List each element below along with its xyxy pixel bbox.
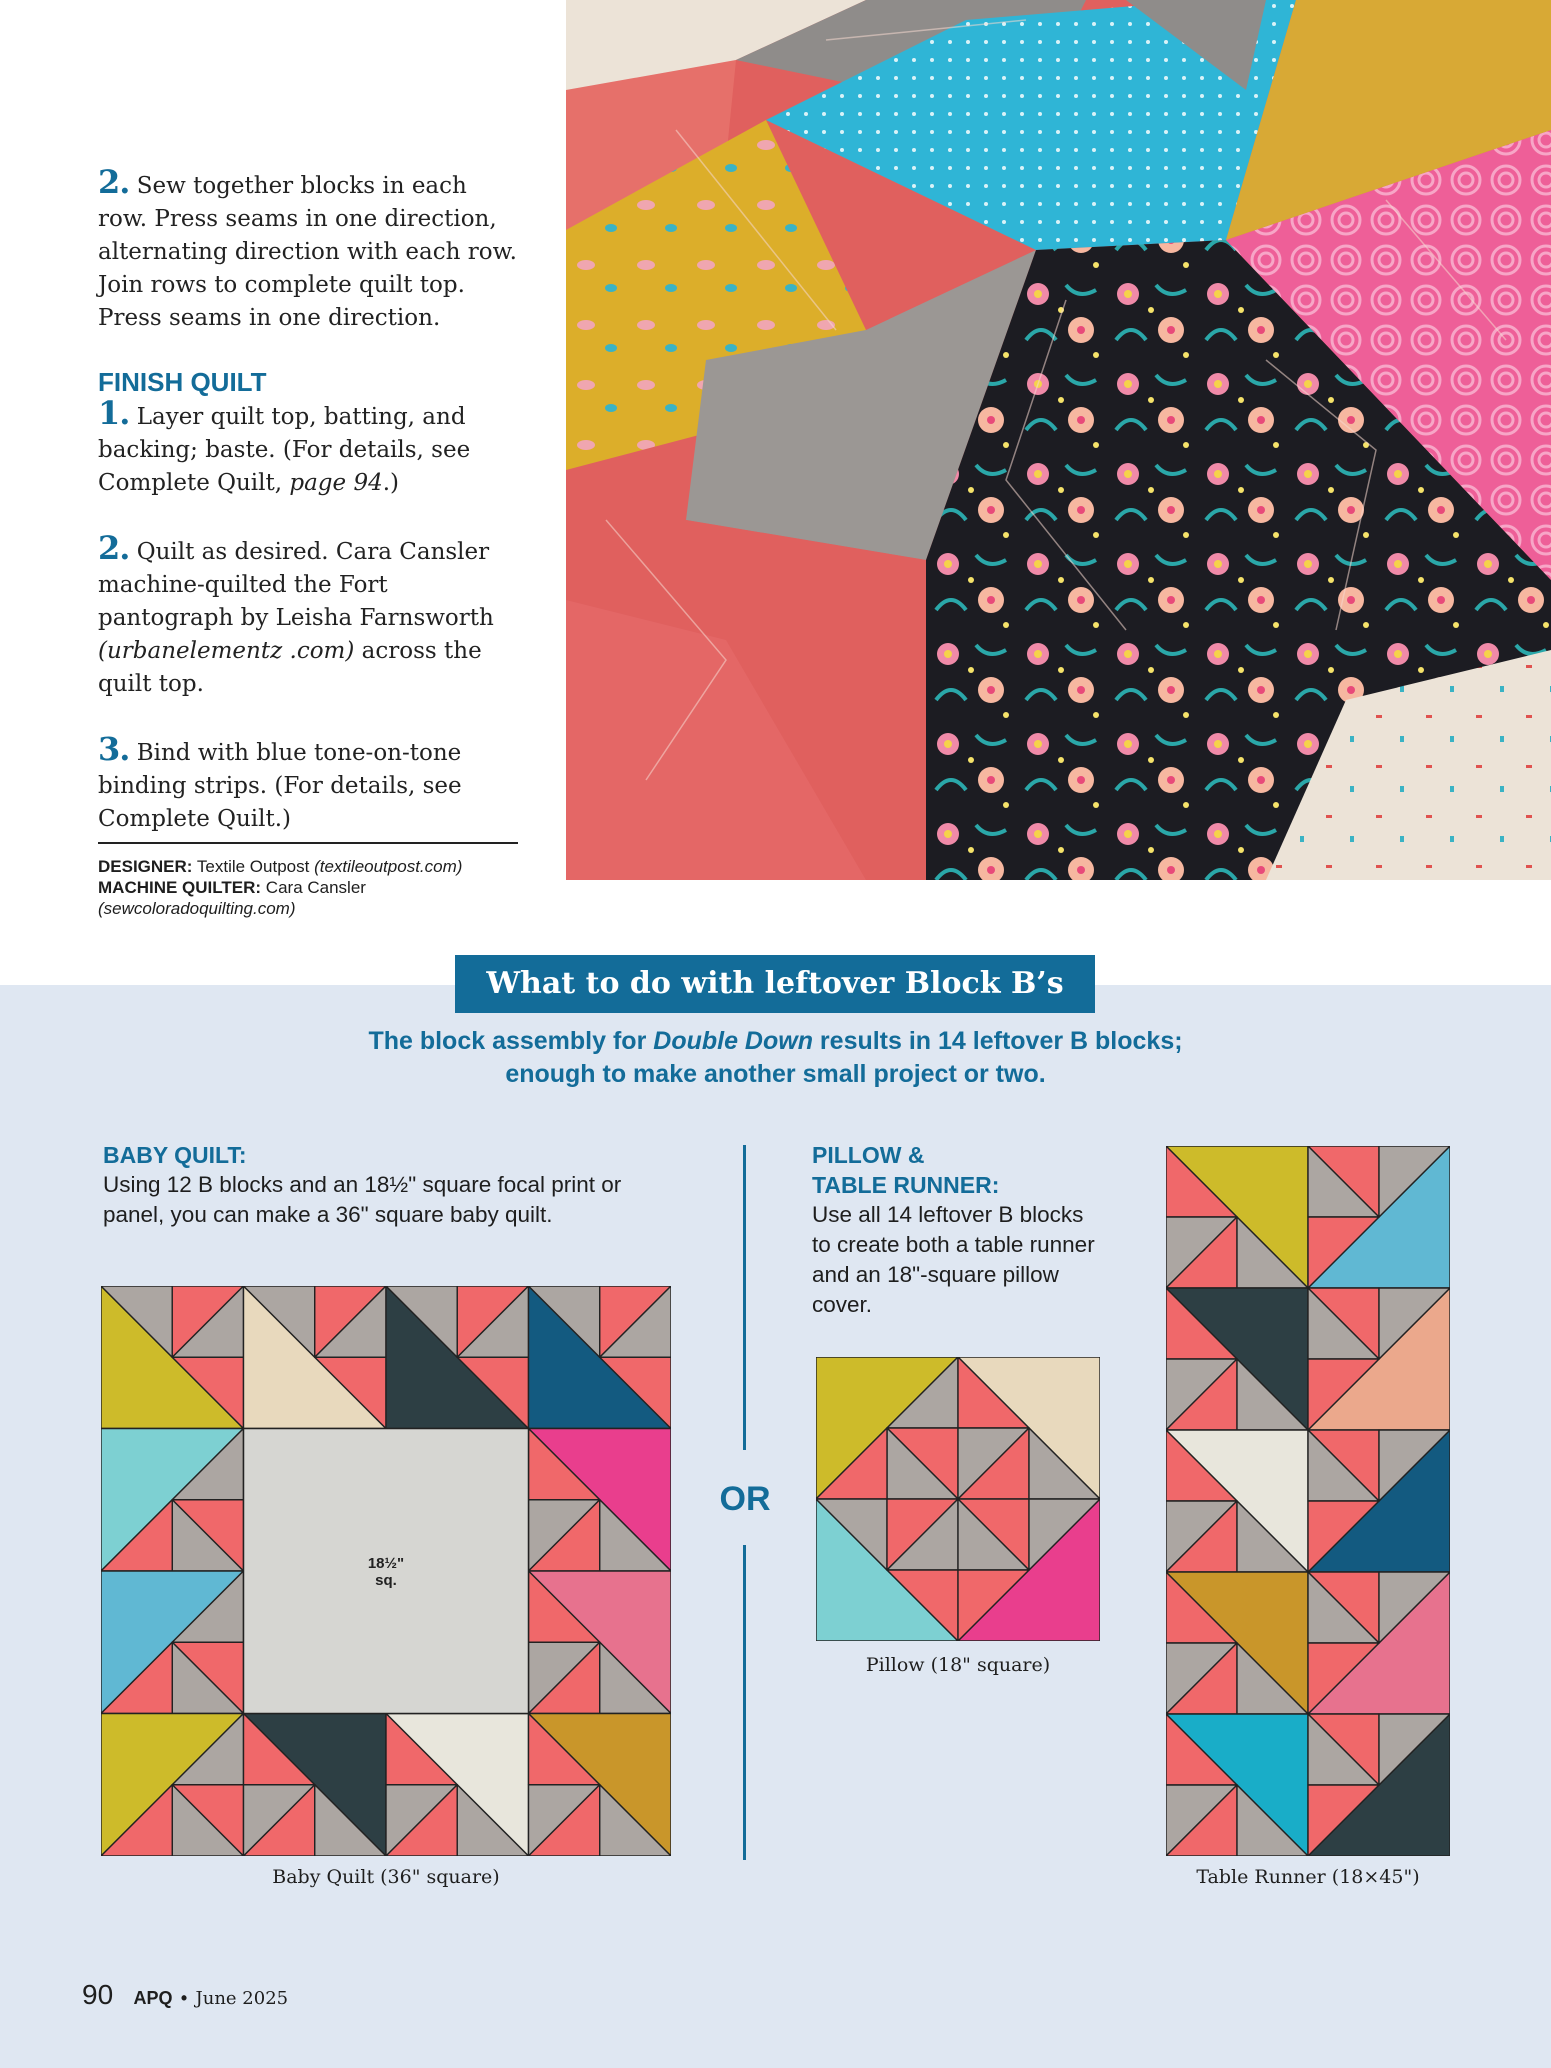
panel-subtitle: The block assembly for Double Down results in 14 leftover B blocks; enough to make another small project or two. bbox=[368, 1027, 1183, 1088]
step-number: 2. bbox=[98, 163, 130, 201]
divider-lower bbox=[743, 1545, 746, 1860]
step-text: Bind with blue tone-on-tone binding strips. (For details, see Complete Quilt.) bbox=[98, 740, 462, 832]
step-2-sew-rows bbox=[98, 163, 518, 335]
baby-quilt-diagram bbox=[101, 1286, 671, 1856]
baby-quilt-text: Using 12 B blocks and an 18½" square focal print or panel, you can make a 36" square baby quilt. bbox=[103, 1172, 622, 1227]
quilter-credit: MACHINE QUILTER: Cara Cansler bbox=[98, 878, 366, 897]
panel-banner: What to do with leftover Block B’s bbox=[455, 955, 1095, 1013]
step-text-end: across the quilt top. bbox=[98, 638, 482, 697]
website-reference: (urbanelementz .com) bbox=[98, 638, 355, 664]
baby-quilt-description bbox=[103, 1140, 703, 1230]
instructions-column bbox=[98, 163, 518, 919]
step-text: Quilt as desired. Cara Cansler machine-quilted the Fort pantograph by Leisha Farnsworth bbox=[98, 539, 494, 631]
focal-panel-label: sq. bbox=[375, 1572, 397, 1589]
finish-quilt-heading: FINISH QUILT bbox=[98, 367, 267, 397]
step-text: Sew together blocks in each row. Press seams in one direction, alternating direction with each row. Join rows to complete quilt top. Press seams in one direction. bbox=[98, 173, 517, 331]
focal-panel-size: 18½" bbox=[367, 1555, 405, 1572]
step-text: Layer quilt top, batting, and backing; baste. (For details, see Complete Quilt, bbox=[98, 404, 471, 496]
finish-step-3 bbox=[98, 730, 518, 836]
finish-step-1 bbox=[98, 394, 518, 500]
baby-quilt-heading: BABY QUILT: bbox=[103, 1142, 247, 1168]
page-footer bbox=[82, 1978, 288, 2012]
pillow-caption: Pillow (18" square) bbox=[865, 1654, 1051, 1676]
table-runner-diagram bbox=[1166, 1146, 1450, 1856]
step-number: 3. bbox=[98, 730, 130, 768]
page-reference: page 94 bbox=[289, 470, 383, 496]
footer-separator: • bbox=[180, 1988, 188, 2008]
page-number: 90 bbox=[82, 1979, 114, 2010]
pillow-runner-heading-1: PILLOW & bbox=[812, 1142, 925, 1168]
issue-date: June 2025 bbox=[195, 1988, 289, 2009]
pillow-runner-description bbox=[812, 1140, 1102, 1320]
pattern-title: Double Down bbox=[653, 1027, 813, 1055]
baby-quilt-caption: Baby Quilt (36" square) bbox=[272, 1866, 500, 1888]
table-runner-caption: Table Runner (18×45") bbox=[1196, 1866, 1420, 1888]
credits bbox=[98, 842, 518, 919]
magazine-name: APQ bbox=[133, 1988, 173, 2008]
pillow-runner-text: Use all 14 leftover B blocks to create both a table runner and an 18"-square pillow cover. bbox=[812, 1202, 1095, 1317]
divider-upper bbox=[743, 1145, 746, 1450]
pillow-diagram bbox=[816, 1357, 1100, 1641]
designer-credit: DESIGNER: Textile Outpost (textileoutpost.com) bbox=[98, 857, 463, 876]
pillow-runner-heading-2: TABLE RUNNER: bbox=[812, 1172, 1000, 1198]
or-label: OR bbox=[719, 1480, 771, 1518]
quilt-photo-illustration bbox=[566, 0, 1551, 880]
step-number: 1. bbox=[98, 394, 130, 432]
step-text-end: .) bbox=[382, 470, 400, 496]
quilt-photo bbox=[566, 0, 1551, 880]
finish-step-2 bbox=[98, 529, 518, 701]
quilter-url: (sewcoloradoquilting.com) bbox=[98, 899, 296, 918]
step-number: 2. bbox=[98, 529, 130, 567]
